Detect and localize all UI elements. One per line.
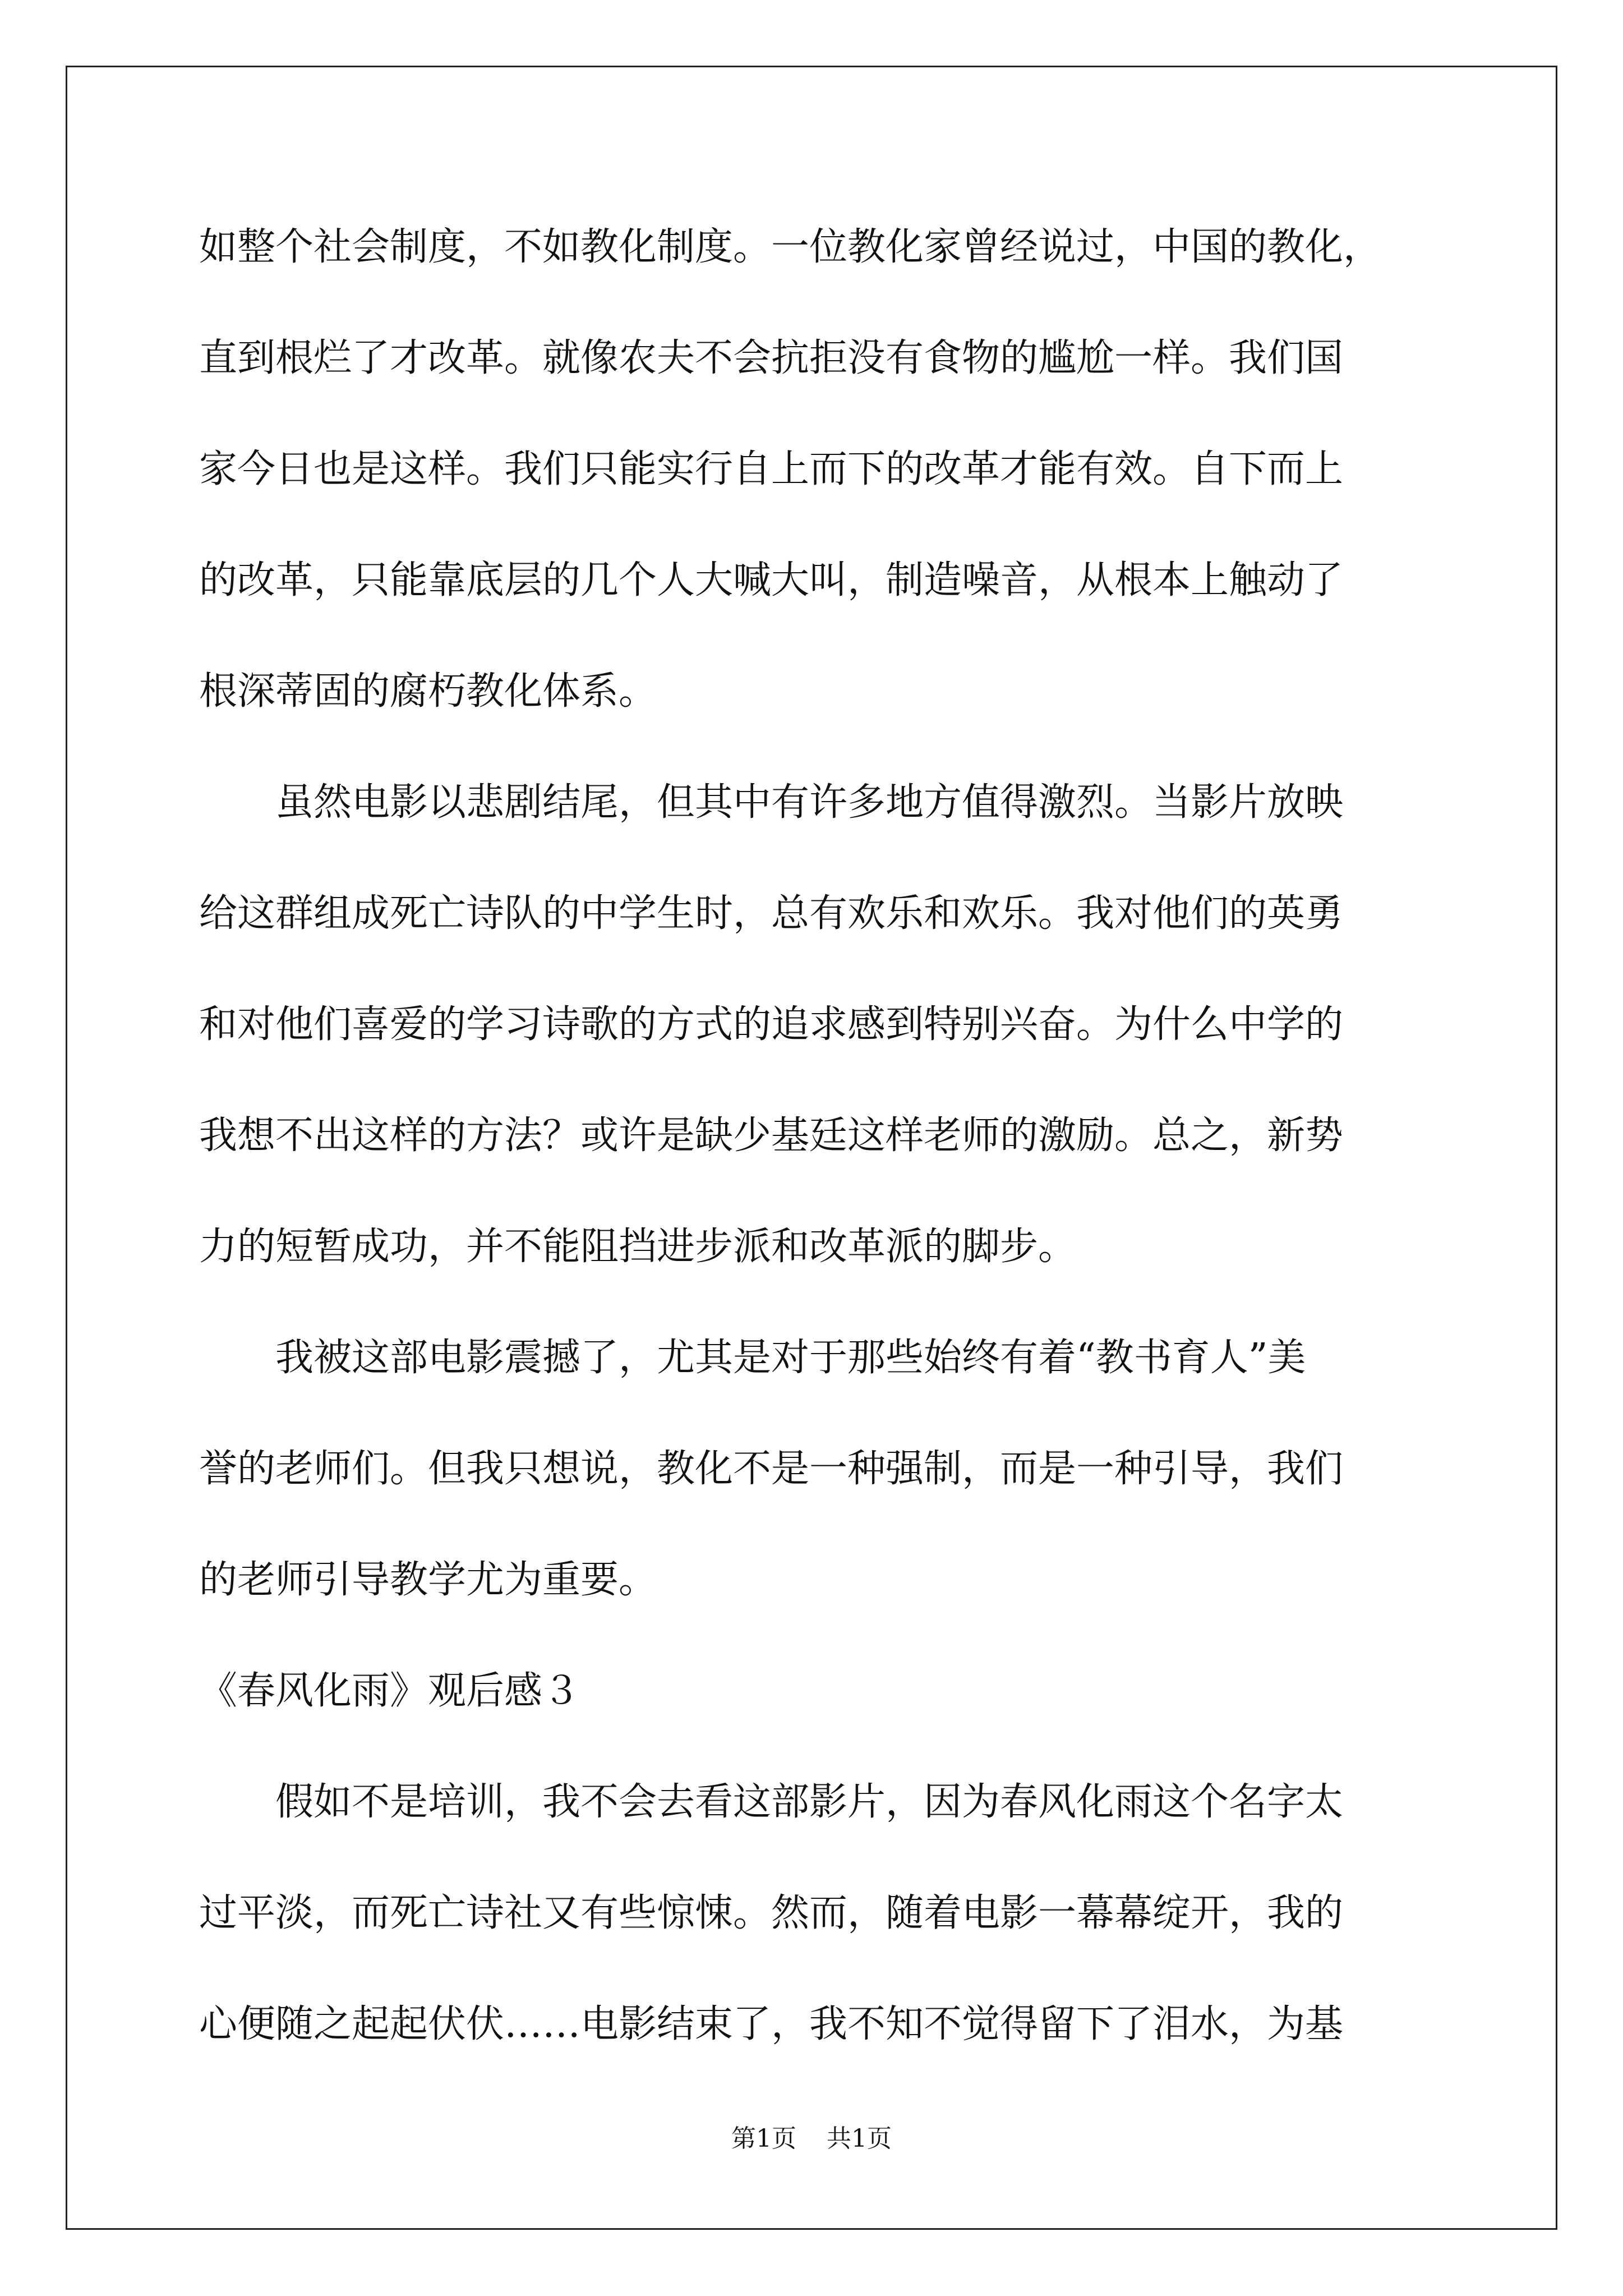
page-number-total: 共1页 [827, 2124, 892, 2153]
text-line: 过平淡，而死亡诗社又有些惊悚。然而，随着电影一幕幕绽开，我的 [199, 1891, 1344, 1935]
text-line: 我被这部电影震撼了，尤其是对于那些始终有着“教书育人”美 [199, 1336, 1306, 1380]
text-line: 直到根烂了才改革。就像农夫不会抗拒没有食物的尴尬一样。我们国 [199, 336, 1344, 380]
section-heading: 《春风化雨》观后感３ [199, 1669, 581, 1713]
page-footer [0, 2123, 1623, 2155]
text-line: 和对他们喜爱的学习诗歌的方式的追求感到特别兴奋。为什么中学的 [199, 1002, 1344, 1047]
text-line: 誉的老师们。但我只想说，教化不是一种强制，而是一种引导，我们 [199, 1447, 1344, 1491]
text-line: 的老师引导教学尤为重要。 [199, 1558, 657, 1602]
text-line: 假如不是培训，我不会去看这部影片，因为春风化雨这个名字太 [199, 1780, 1344, 1824]
text-line: 我想不出这样的方法？或许是缺少基廷这样老师的激励。总之，新势 [199, 1114, 1344, 1158]
text-line: 如整个社会制度，不如教化制度。一位教化家曾经说过，中国的教化， [199, 225, 1382, 269]
text-line: 力的短暂成功，并不能阻挡进步派和改革派的脚步。 [199, 1225, 1077, 1269]
text-line: 心便随之起起伏伏……电影结束了，我不知不觉得留下了泪水，为基 [199, 2002, 1344, 2046]
text-line: 家今日也是这样。我们只能实行自上而下的改革才能有效。自下而上 [199, 447, 1344, 491]
text-line: 根深蒂固的腐朽教化体系。 [199, 669, 657, 714]
page-number-current: 第1页 [731, 2124, 796, 2153]
text-line: 的改革，只能靠底层的几个人大喊大叫，制造噪音，从根本上触动了 [199, 558, 1344, 602]
text-line: 虽然电影以悲剧结尾，但其中有许多地方值得激烈。当影片放映 [199, 780, 1344, 825]
text-line: 给这群组成死亡诗队的中学生时，总有欢乐和欢乐。我对他们的英勇 [199, 891, 1344, 936]
